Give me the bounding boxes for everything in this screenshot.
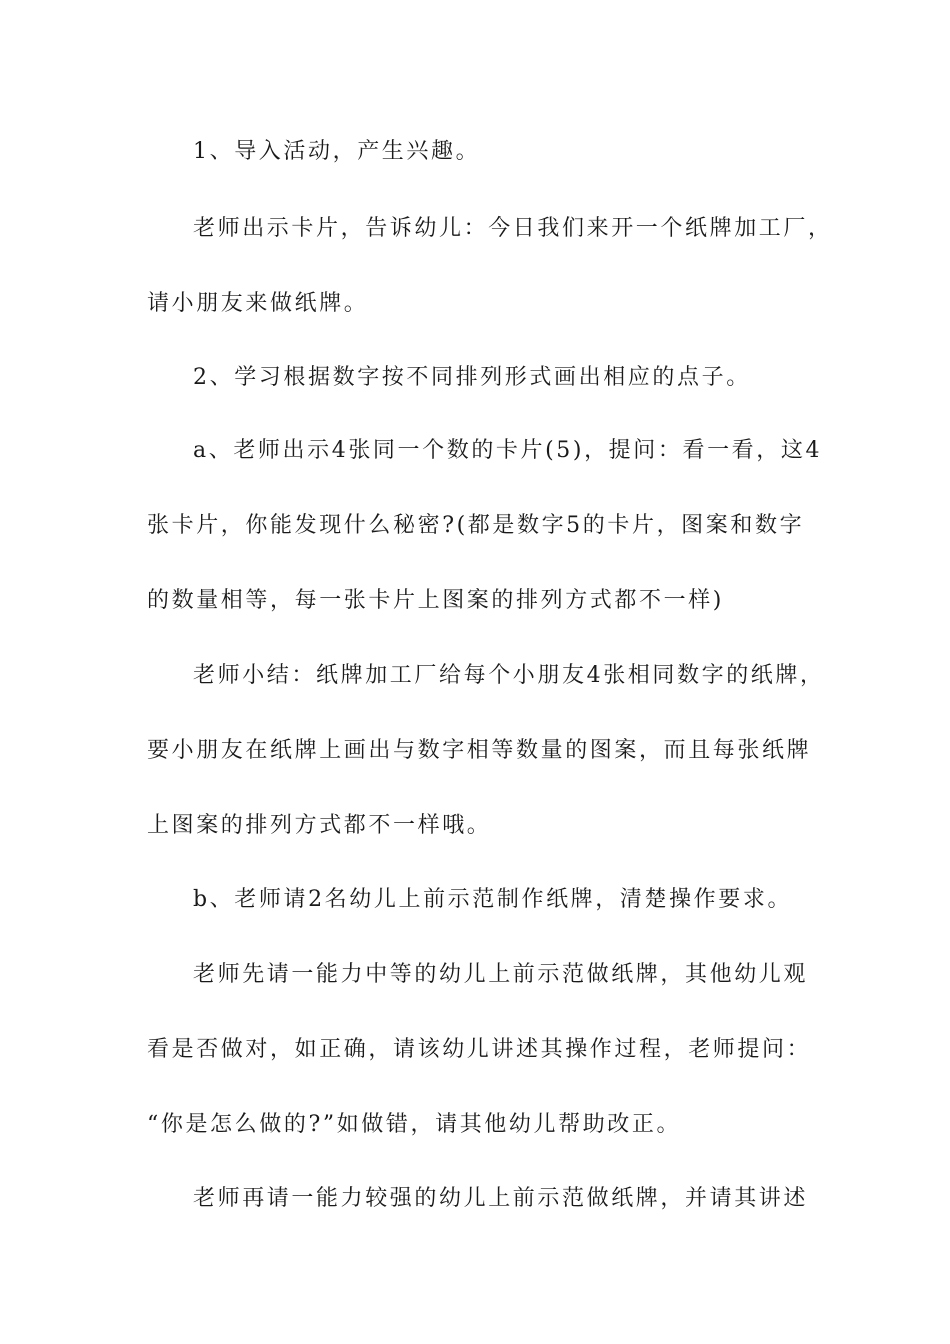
paragraph-line: 老师再请一能力较强的幼儿上前示范做纸牌，并请其讲述 xyxy=(193,1186,809,1211)
paragraph-line: 张卡片，你能发现什么秘密?(都是数字5的卡片，图案和数字 xyxy=(147,513,805,538)
paragraph-line: 的数量相等，每一张卡片上图案的排列方式都不一样) xyxy=(147,588,724,613)
paragraph-line: 老师先请一能力中等的幼儿上前示范做纸牌，其他幼儿观 xyxy=(193,962,809,987)
paragraph-line: 看是否做对，如正确，请该幼儿讲述其操作过程，老师提问： xyxy=(147,1037,812,1062)
paragraph-line: 2、学习根据数字按不同排列形式画出相应的点子。 xyxy=(193,365,751,390)
paragraph-line: b、老师请2名幼儿上前示范制作纸牌，清楚操作要求。 xyxy=(193,887,793,912)
paragraph-line: 老师小结：纸牌加工厂给每个小朋友4张相同数字的纸牌， xyxy=(193,663,825,688)
paragraph-line: 1、导入活动，产生兴趣。 xyxy=(193,139,481,164)
paragraph-line: “你是怎么做的?”如做错，请其他幼儿帮助改正。 xyxy=(147,1112,682,1137)
paragraph-line: 请小朋友来做纸牌。 xyxy=(147,291,369,316)
paragraph-line: 老师出示卡片，告诉幼儿：今日我们来开一个纸牌加工厂， xyxy=(193,216,833,241)
paragraph-line: 上图案的排列方式都不一样哦。 xyxy=(147,813,492,838)
paragraph-line: a、老师出示4张同一个数的卡片(5)，提问：看一看，这4 xyxy=(193,438,823,463)
paragraph-line: 要小朋友在纸牌上画出与数字相等数量的图案，而且每张纸牌 xyxy=(147,738,812,763)
